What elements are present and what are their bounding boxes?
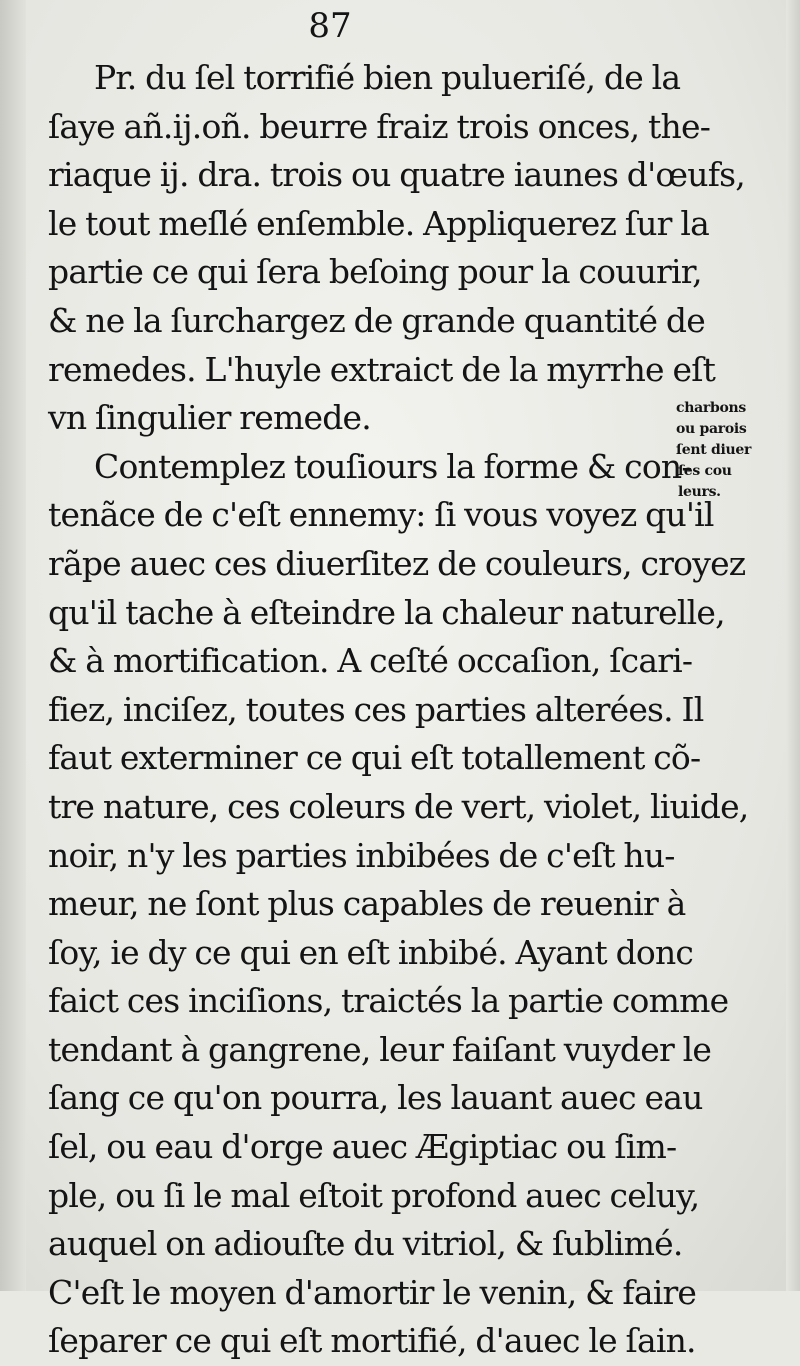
text-line: qu'il tache à eſteindre la chaleur naturelle, xyxy=(48,592,725,632)
marginal-note-line: charbons xyxy=(676,400,746,416)
text-line: C'eſt le moyen d'amortir le venin, & faire xyxy=(48,1272,697,1312)
text-line: faict ces inciſions, traictés la partie comme xyxy=(48,981,729,1021)
text-line: rãpe auec ces diuerſitez de couleurs, croyez xyxy=(48,543,746,583)
marginal-note-line: ou parois xyxy=(676,421,747,437)
text-line: partie ce qui ſera beſoing pour la couurir, xyxy=(48,252,702,292)
text-line: ſang ce qu'on pourra, les lauant auec eau xyxy=(48,1078,703,1118)
text-line: noir, n'y les parties inbibées de c'eſt hu- xyxy=(48,835,675,875)
page-edge xyxy=(786,0,800,1291)
text-line: ſaye añ.ij.oñ. beurre fraiz trois onces, the- xyxy=(48,106,711,146)
marginal-note-line: ſent diuer xyxy=(676,442,752,458)
text-line: remedes. L'huyle extraict de la myrrhe eſt xyxy=(48,349,716,389)
marginal-note-line: ſes cou xyxy=(678,463,732,479)
text-line: Pr. du ſel torrifié bien pulueriſé, de la xyxy=(94,58,681,97)
text-line: fiez, inciſez, toutes ces parties alterées. Il xyxy=(48,689,704,729)
text-line: le tout meſlé enſemble. Appliquerez ſur la xyxy=(48,203,709,243)
text-line: & à mortification. A ceſté occaſion, ſcari- xyxy=(48,641,693,681)
marginal-note xyxy=(676,398,788,503)
text-line: ple, ou ſi le mal eſtoit profond auec celuy, xyxy=(48,1175,700,1215)
text-line: ſeparer ce qui eſt mortifié, d'auec le ſain. xyxy=(48,1321,696,1361)
page-gutter xyxy=(0,0,26,1291)
text-line: auquel on adiouſte du vitriol, & ſublimé. xyxy=(48,1224,683,1264)
text-line: tendant à gangrene, leur faiſant vuyder le xyxy=(48,1029,712,1069)
text-line: vn ſingulier remede. xyxy=(48,398,371,438)
text-line: ſoy, ie dy ce qui en eſt inbibé. Ayant donc xyxy=(48,932,694,972)
text-line: meur, ne ſont plus capables de reuenir à xyxy=(48,884,686,924)
text-line: tre nature, ces coleurs de vert, violet, liuide, xyxy=(48,786,749,826)
marginal-note-line: leurs. xyxy=(678,484,721,500)
page-number: 87 xyxy=(308,6,352,46)
text-line: riaque ij. dra. trois ou quatre iaunes d'œufs, xyxy=(48,155,745,195)
text-line: tenãce de c'eſt ennemy: ſi vous voyez qu'il xyxy=(48,495,714,535)
text-line: ſel, ou eau d'orge auec Ægiptiac ou ſim- xyxy=(48,1127,677,1167)
paragraph-start-line: Contemplez touſiours la forme & con- xyxy=(94,446,692,486)
text-line: & ne la ſurchargez de grande quantité de xyxy=(48,300,705,340)
text-line: faut exterminer ce qui eſt totallement cõ- xyxy=(48,738,701,778)
